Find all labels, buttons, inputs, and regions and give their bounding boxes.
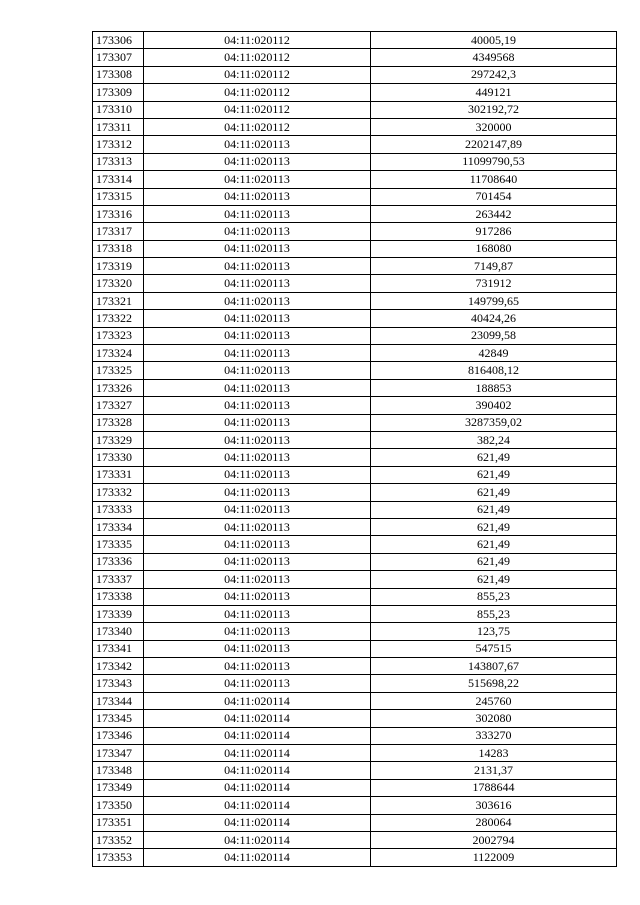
code-cell: 04:11:020113 (144, 518, 371, 535)
row-number-cell: 173325 (93, 362, 144, 379)
code-cell: 04:11:020114 (144, 779, 371, 796)
table-row (93, 136, 617, 153)
code-cell: 04:11:020113 (144, 205, 371, 222)
row-number-cell: 173332 (93, 484, 144, 501)
amount-cell: 143807,67 (371, 658, 617, 675)
amount-cell: 11099790,53 (371, 153, 617, 170)
table-row (93, 414, 617, 431)
table-row (93, 449, 617, 466)
code-cell: 04:11:020113 (144, 449, 371, 466)
amount-cell: 297242,3 (371, 66, 617, 83)
row-number-cell: 173346 (93, 727, 144, 744)
amount-cell: 816408,12 (371, 362, 617, 379)
code-cell: 04:11:020113 (144, 431, 371, 448)
row-number-cell: 173310 (93, 101, 144, 118)
amount-cell: 188853 (371, 379, 617, 396)
row-number-cell: 173336 (93, 553, 144, 570)
amount-cell: 621,49 (371, 536, 617, 553)
code-cell: 04:11:020114 (144, 710, 371, 727)
code-cell: 04:11:020114 (144, 814, 371, 831)
row-number-cell: 173320 (93, 275, 144, 292)
code-cell: 04:11:020113 (144, 327, 371, 344)
amount-cell: 621,49 (371, 466, 617, 483)
table-row (93, 275, 617, 292)
table-row (93, 745, 617, 762)
table-row (93, 484, 617, 501)
table-row (93, 84, 617, 101)
row-number-cell: 173352 (93, 831, 144, 848)
amount-cell: 382,24 (371, 431, 617, 448)
table-row (93, 101, 617, 118)
data-table (92, 31, 617, 867)
code-cell: 04:11:020113 (144, 223, 371, 240)
table-row (93, 171, 617, 188)
code-cell: 04:11:020113 (144, 310, 371, 327)
table-row (93, 518, 617, 535)
row-number-cell: 173340 (93, 623, 144, 640)
amount-cell: 4349568 (371, 49, 617, 66)
table-row (93, 623, 617, 640)
amount-cell: 245760 (371, 692, 617, 709)
row-number-cell: 173326 (93, 379, 144, 396)
table-row (93, 240, 617, 257)
amount-cell: 40005,19 (371, 32, 617, 49)
code-cell: 04:11:020113 (144, 571, 371, 588)
table-row (93, 379, 617, 396)
amount-cell: 2131,37 (371, 762, 617, 779)
amount-cell: 3287359,02 (371, 414, 617, 431)
amount-cell: 1788644 (371, 779, 617, 796)
table-row (93, 310, 617, 327)
amount-cell: 263442 (371, 205, 617, 222)
table-row (93, 327, 617, 344)
row-number-cell: 173338 (93, 588, 144, 605)
amount-cell: 280064 (371, 814, 617, 831)
code-cell: 04:11:020114 (144, 692, 371, 709)
code-cell: 04:11:020113 (144, 362, 371, 379)
amount-cell: 333270 (371, 727, 617, 744)
code-cell: 04:11:020113 (144, 275, 371, 292)
row-number-cell: 173311 (93, 118, 144, 135)
table-row (93, 640, 617, 657)
code-cell: 04:11:020114 (144, 797, 371, 814)
row-number-cell: 173312 (93, 136, 144, 153)
table-row (93, 66, 617, 83)
amount-cell: 621,49 (371, 518, 617, 535)
table-row (93, 258, 617, 275)
code-cell: 04:11:020114 (144, 849, 371, 866)
table-row (93, 571, 617, 588)
code-cell: 04:11:020113 (144, 136, 371, 153)
amount-cell: 320000 (371, 118, 617, 135)
code-cell: 04:11:020113 (144, 240, 371, 257)
code-cell: 04:11:020113 (144, 501, 371, 518)
amount-cell: 42849 (371, 345, 617, 362)
table-row (93, 727, 617, 744)
code-cell: 04:11:020113 (144, 640, 371, 657)
amount-cell: 701454 (371, 188, 617, 205)
row-number-cell: 173313 (93, 153, 144, 170)
code-cell: 04:11:020113 (144, 188, 371, 205)
code-cell: 04:11:020113 (144, 623, 371, 640)
row-number-cell: 173347 (93, 745, 144, 762)
row-number-cell: 173331 (93, 466, 144, 483)
row-number-cell: 173333 (93, 501, 144, 518)
code-cell: 04:11:020113 (144, 379, 371, 396)
row-number-cell: 173353 (93, 849, 144, 866)
amount-cell: 1122009 (371, 849, 617, 866)
table-row (93, 797, 617, 814)
code-cell: 04:11:020113 (144, 153, 371, 170)
row-number-cell: 173344 (93, 692, 144, 709)
amount-cell: 621,49 (371, 449, 617, 466)
code-cell: 04:11:020113 (144, 397, 371, 414)
code-cell: 04:11:020113 (144, 588, 371, 605)
amount-cell: 390402 (371, 397, 617, 414)
row-number-cell: 173321 (93, 292, 144, 309)
code-cell: 04:11:020114 (144, 762, 371, 779)
row-number-cell: 173327 (93, 397, 144, 414)
table-row (93, 553, 617, 570)
table-row (93, 814, 617, 831)
table-row (93, 501, 617, 518)
code-cell: 04:11:020114 (144, 727, 371, 744)
code-cell: 04:11:020112 (144, 84, 371, 101)
row-number-cell: 173337 (93, 571, 144, 588)
row-number-cell: 173343 (93, 675, 144, 692)
amount-cell: 302192,72 (371, 101, 617, 118)
table-row (93, 849, 617, 866)
table-row (93, 223, 617, 240)
table-row (93, 588, 617, 605)
row-number-cell: 173322 (93, 310, 144, 327)
code-cell: 04:11:020113 (144, 414, 371, 431)
table-row (93, 153, 617, 170)
table-row (93, 188, 617, 205)
table-row (93, 779, 617, 796)
amount-cell: 621,49 (371, 501, 617, 518)
amount-cell: 7149,87 (371, 258, 617, 275)
row-number-cell: 173350 (93, 797, 144, 814)
code-cell: 04:11:020112 (144, 49, 371, 66)
code-cell: 04:11:020112 (144, 101, 371, 118)
table-row (93, 675, 617, 692)
amount-cell: 917286 (371, 223, 617, 240)
table-row (93, 692, 617, 709)
row-number-cell: 173314 (93, 171, 144, 188)
row-number-cell: 173318 (93, 240, 144, 257)
amount-cell: 149799,65 (371, 292, 617, 309)
code-cell: 04:11:020113 (144, 171, 371, 188)
code-cell: 04:11:020113 (144, 658, 371, 675)
amount-cell: 547515 (371, 640, 617, 657)
amount-cell: 123,75 (371, 623, 617, 640)
code-cell: 04:11:020113 (144, 536, 371, 553)
row-number-cell: 173319 (93, 258, 144, 275)
row-number-cell: 173307 (93, 49, 144, 66)
code-cell: 04:11:020113 (144, 484, 371, 501)
row-number-cell: 173339 (93, 605, 144, 622)
code-cell: 04:11:020112 (144, 66, 371, 83)
table-row (93, 605, 617, 622)
amount-cell: 621,49 (371, 484, 617, 501)
row-number-cell: 173323 (93, 327, 144, 344)
row-number-cell: 173351 (93, 814, 144, 831)
row-number-cell: 173341 (93, 640, 144, 657)
table-row (93, 32, 617, 49)
code-cell: 04:11:020113 (144, 675, 371, 692)
code-cell: 04:11:020113 (144, 553, 371, 570)
row-number-cell: 173317 (93, 223, 144, 240)
amount-cell: 11708640 (371, 171, 617, 188)
table-row (93, 362, 617, 379)
table-row (93, 345, 617, 362)
amount-cell: 855,23 (371, 588, 617, 605)
table-row (93, 397, 617, 414)
code-cell: 04:11:020113 (144, 292, 371, 309)
code-cell: 04:11:020113 (144, 466, 371, 483)
row-number-cell: 173309 (93, 84, 144, 101)
row-number-cell: 173308 (93, 66, 144, 83)
row-number-cell: 173330 (93, 449, 144, 466)
code-cell: 04:11:020112 (144, 118, 371, 135)
row-number-cell: 173335 (93, 536, 144, 553)
amount-cell: 2202147,89 (371, 136, 617, 153)
row-number-cell: 173315 (93, 188, 144, 205)
table-row (93, 466, 617, 483)
row-number-cell: 173342 (93, 658, 144, 675)
code-cell: 04:11:020113 (144, 258, 371, 275)
row-number-cell: 173316 (93, 205, 144, 222)
row-number-cell: 173348 (93, 762, 144, 779)
table-row (93, 118, 617, 135)
code-cell: 04:11:020112 (144, 32, 371, 49)
table-row (93, 431, 617, 448)
table-row (93, 49, 617, 66)
amount-cell: 731912 (371, 275, 617, 292)
code-cell: 04:11:020114 (144, 831, 371, 848)
amount-cell: 621,49 (371, 553, 617, 570)
table-row (93, 292, 617, 309)
row-number-cell: 173345 (93, 710, 144, 727)
code-cell: 04:11:020114 (144, 745, 371, 762)
table-body (93, 32, 617, 867)
row-number-cell: 173328 (93, 414, 144, 431)
code-cell: 04:11:020113 (144, 345, 371, 362)
row-number-cell: 173334 (93, 518, 144, 535)
table-row (93, 536, 617, 553)
amount-cell: 449121 (371, 84, 617, 101)
table-row (93, 762, 617, 779)
amount-cell: 515698,22 (371, 675, 617, 692)
row-number-cell: 173349 (93, 779, 144, 796)
row-number-cell: 173324 (93, 345, 144, 362)
amount-cell: 302080 (371, 710, 617, 727)
amount-cell: 23099,58 (371, 327, 617, 344)
amount-cell: 40424,26 (371, 310, 617, 327)
row-number-cell: 173306 (93, 32, 144, 49)
table-row (93, 831, 617, 848)
table-row (93, 710, 617, 727)
amount-cell: 303616 (371, 797, 617, 814)
amount-cell: 621,49 (371, 571, 617, 588)
code-cell: 04:11:020113 (144, 605, 371, 622)
row-number-cell: 173329 (93, 431, 144, 448)
amount-cell: 2002794 (371, 831, 617, 848)
table-row (93, 658, 617, 675)
amount-cell: 14283 (371, 745, 617, 762)
amount-cell: 855,23 (371, 605, 617, 622)
table-row (93, 205, 617, 222)
amount-cell: 168080 (371, 240, 617, 257)
